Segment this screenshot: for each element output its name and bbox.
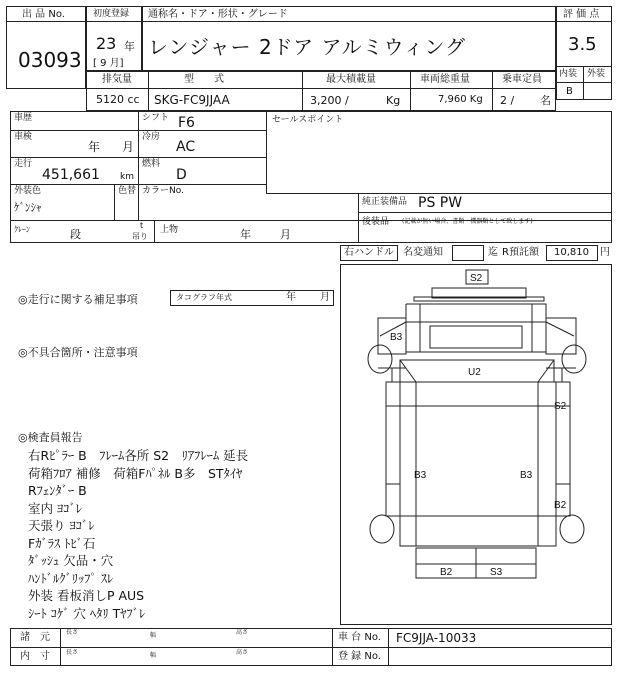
displacement-label: 排気量 — [102, 74, 132, 85]
rating-label: 評 価 点 — [563, 9, 600, 20]
equipment-value: PS PW — [418, 195, 463, 211]
defects-label: ◎不具合箇所・注意事項 — [18, 346, 138, 359]
report-line: ﾊﾝﾄﾞﾙｸﾞﾘｯﾌﾟ ｽﾚ — [28, 570, 114, 586]
truck-diagram — [340, 264, 612, 625]
length-label-2: 長さ — [66, 649, 79, 656]
ac-value: AC — [176, 139, 196, 155]
max-load-label: 最大積載量 — [326, 74, 376, 85]
model-label: 通称名・ドア・形状・グレード — [148, 9, 288, 20]
sales-points-label: セールスポイント — [272, 115, 344, 125]
loaded-label: 上物 — [160, 225, 179, 235]
reg-label: 登 録 No. — [338, 651, 381, 662]
crane-label: ｸﾚｰﾝ — [14, 225, 30, 234]
fuel-value: D — [176, 167, 187, 183]
name-change-box — [452, 245, 484, 261]
lot-no-label: 出 品 No. — [22, 9, 65, 20]
rhd-label: 右ハンドル — [344, 247, 394, 258]
crane-stage-unit: 段 — [70, 228, 81, 241]
mark-cab-left: B3 — [390, 332, 403, 343]
inspection-year-unit: 年 — [88, 140, 101, 154]
color-no-label: 色替 — [118, 186, 137, 196]
mark-right-middle: B3 — [520, 470, 533, 481]
first-reg-label: 初度登録 — [93, 9, 130, 19]
crane-hook: 吊り — [132, 232, 148, 241]
height-label-1: 高さ — [236, 629, 249, 636]
driving-notes-label: ◎走行に関する補足事項 — [18, 293, 138, 306]
tacho-month-unit: 月 — [320, 292, 330, 303]
inspector-label: ◎検査員報告 — [18, 431, 83, 444]
ac-label: 冷房 — [142, 132, 161, 142]
report-line: Fｶﾞﾗｽ ﾄﾋﾞ石 — [28, 535, 96, 551]
history-label: 車歴 — [14, 113, 33, 123]
tachograph-label: タコグラフ年式 — [176, 293, 232, 302]
interior-label: 内装 — [559, 69, 578, 79]
retrofit-note: (記載が無い場合、書類・機器類として致します) — [402, 218, 533, 225]
mark-front: S2 — [470, 273, 483, 284]
displacement-value: 5120 cc — [96, 93, 140, 106]
height-label-2: 高さ — [236, 649, 249, 656]
first-reg-year-unit: 年 — [124, 40, 135, 53]
inspection-label: 車検 — [14, 132, 33, 142]
width-label-2: 幅 — [150, 652, 157, 659]
first-reg-year: 23 — [96, 34, 117, 53]
mileage-label: 走行 — [14, 159, 33, 169]
report-line: 室内 ﾖｺﾞﾚ — [28, 500, 82, 516]
first-reg-month: [ 9 月] — [93, 58, 124, 69]
recycle-unit: 円 — [600, 247, 610, 258]
name-change-deadline: 迄 — [488, 247, 498, 258]
width-label-1: 幅 — [150, 632, 157, 639]
mark-left-middle: B3 — [414, 470, 427, 481]
mileage-value: 451,661 — [42, 167, 100, 183]
type-label: 型 式 — [184, 74, 224, 85]
rating-value: 3.5 — [568, 34, 597, 55]
exterior-label: 外装 — [587, 69, 606, 79]
naisun-label: 内 寸 — [20, 651, 50, 662]
shokyo-label: 諸 元 — [20, 632, 50, 643]
shift-label: シフト — [142, 113, 170, 123]
mark-rear-right: S3 — [490, 567, 503, 578]
mark-rear-left: B2 — [440, 567, 453, 578]
mark-right-upper: S2 — [554, 401, 567, 412]
gross-weight-label: 車両総重量 — [420, 74, 470, 85]
color-code-label: カラーNo. — [142, 186, 184, 196]
capacity-label: 乗車定員 — [502, 74, 542, 85]
inspector-report — [28, 446, 338, 621]
report-line: 荷箱ﾌﾛｱ 補修 荷箱Fﾊﾟﾈﾙ B多 STﾀｲﾔ — [28, 465, 243, 481]
chassis-value: FC9JJA-10033 — [396, 631, 477, 645]
gross-weight-value: 7,960 Kg — [438, 94, 483, 105]
name-change-label: 名変通知 — [403, 247, 443, 258]
loaded-year-unit: 年 — [240, 228, 251, 241]
retrofit-label: 後装品 — [362, 217, 390, 227]
report-line: 天張り ﾖｺﾞﾚ — [28, 518, 95, 533]
report-line: 外装 看板消しP AUS — [28, 588, 145, 603]
report-line: 右Rﾋﾟﾗｰ B ﾌﾚｰﾑ各所 S2 ﾘｱﾌﾚｰﾑ 延長 — [28, 448, 249, 463]
equipment-label: 純正装備品 — [362, 197, 408, 207]
chassis-label: 車 台 No. — [338, 632, 381, 643]
shift-value: F6 — [178, 115, 195, 131]
type-value: SKG-FC9JJAA — [154, 93, 230, 107]
report-line: ﾀﾞｯｼｭ 欠品・穴 — [28, 553, 114, 568]
model-name: レンジャー 2ドア アルミウィング — [148, 35, 467, 59]
interior-grade: B — [566, 86, 573, 97]
ext-color-value: ｹﾞﾝｼｬ — [14, 201, 42, 214]
tacho-year-unit: 年 — [286, 292, 296, 303]
lot-no: 03093 — [18, 48, 82, 72]
capacity-unit: 名 — [540, 94, 551, 107]
report-line: ｼｰﾄ ｺｹﾞ 穴 ﾍﾀﾘ Tﾔﾌﾞﾚ — [28, 605, 146, 621]
crane-t: t — [140, 221, 144, 230]
ext-color-label: 外装色 — [14, 186, 42, 196]
length-label-1: 長さ — [66, 629, 79, 636]
mark-cab-center: U2 — [468, 367, 481, 378]
max-load-unit: Kg — [386, 94, 401, 107]
inspection-month-unit: 月 — [122, 140, 135, 154]
capacity-value: 2 / — [500, 94, 515, 107]
max-load-value: 3,200 / — [310, 94, 349, 107]
fuel-label: 燃料 — [142, 159, 161, 169]
mileage-unit: km — [120, 172, 134, 182]
loaded-month-unit: 月 — [280, 228, 291, 241]
mark-right-lower: B2 — [554, 500, 567, 511]
report-line: Rﾌｪﾝﾀﾞｰ B — [28, 483, 87, 498]
recycle-label: R預託額 — [502, 247, 539, 258]
recycle-amount: 10,810 — [554, 247, 589, 258]
